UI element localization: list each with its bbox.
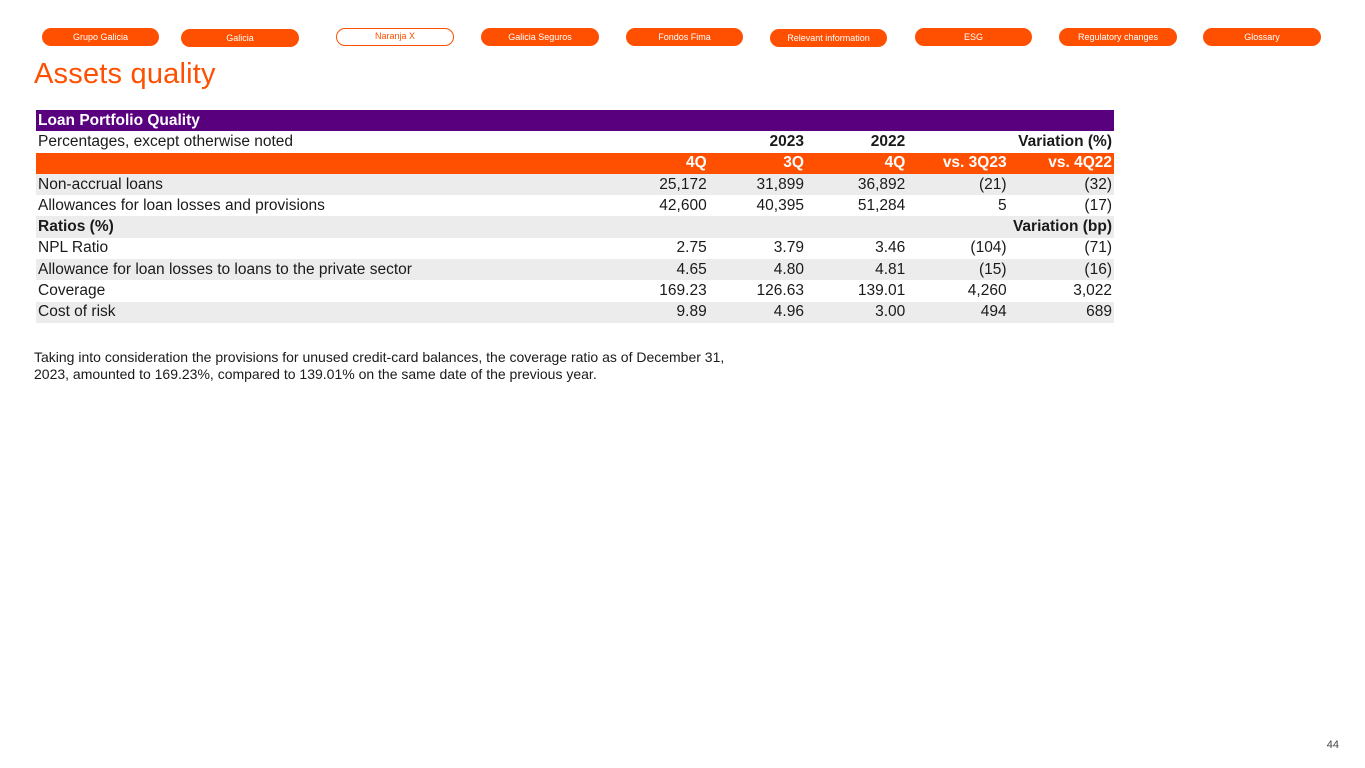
table-cell: (104) bbox=[970, 239, 1007, 257]
table-row bbox=[36, 302, 1114, 323]
variation-bp-header: Variation (bp) bbox=[907, 216, 1114, 237]
variation-percent-header: Variation (%) bbox=[1018, 132, 1112, 150]
table-cell: 5 bbox=[997, 196, 1007, 214]
column-header: 3Q bbox=[709, 153, 806, 174]
loan-portfolio-quality-table bbox=[36, 110, 1114, 323]
table-cell: 494 bbox=[907, 302, 1008, 323]
table-cell: 9.89 bbox=[603, 302, 708, 323]
column-header: vs. 3Q23 bbox=[907, 153, 1008, 174]
table-cell: 36,892 bbox=[806, 174, 907, 195]
table-cell: 25,172 bbox=[603, 174, 708, 195]
column-header: 4Q bbox=[603, 153, 708, 174]
coverage-note: Taking into consideration the provisions for unused credit-card balances, the coverage ratio as of December 31, 2023, amounted to 169.23%, compared to 139.01% on the same date of the previous year. bbox=[34, 349, 725, 382]
nav-tab-relevant-information[interactable]: Relevant information bbox=[770, 29, 887, 47]
table-cell: 4.81 bbox=[806, 259, 907, 280]
table-row bbox=[36, 238, 1114, 259]
table-cell: 126.63 bbox=[756, 282, 804, 300]
table-cell: 3,022 bbox=[1073, 282, 1112, 300]
table-subtitle: Percentages, except otherwise noted bbox=[38, 132, 294, 150]
table-cell: 4.65 bbox=[603, 259, 708, 280]
table-title: Loan Portfolio Quality bbox=[36, 110, 1114, 131]
year-2023-header: 2023 bbox=[769, 132, 804, 150]
nav-tab-esg[interactable]: ESG bbox=[915, 28, 1032, 46]
table-cell: 3.46 bbox=[875, 239, 906, 257]
year-2022-header: 2022 bbox=[870, 132, 906, 150]
nav-tab-fondos-fima[interactable]: Fondos Fima bbox=[626, 28, 743, 46]
row-label: Allowances for loan losses and provisions bbox=[38, 196, 325, 214]
table-row bbox=[36, 280, 1114, 301]
table-cell: (21) bbox=[907, 174, 1008, 195]
page-number: 44 bbox=[1326, 739, 1339, 751]
table-cell: 3.79 bbox=[773, 239, 804, 257]
page-title: Assets quality bbox=[34, 58, 216, 90]
table-row bbox=[36, 195, 1114, 216]
nav-tab-regulatory-changes[interactable]: Regulatory changes bbox=[1059, 28, 1177, 46]
table-year-header-row bbox=[36, 131, 1114, 152]
column-header: 4Q bbox=[806, 153, 907, 174]
table-cell: 40,395 bbox=[756, 196, 804, 214]
nav-tab-glossary[interactable]: Glossary bbox=[1203, 28, 1321, 46]
ratios-header-row bbox=[36, 216, 1114, 237]
row-label: Non-accrual loans bbox=[36, 174, 603, 195]
table-cell: 51,284 bbox=[857, 196, 906, 214]
table-cell: (17) bbox=[1084, 196, 1112, 214]
table-cell: 2.75 bbox=[676, 239, 707, 257]
nav-tab-galicia[interactable]: Galicia bbox=[181, 29, 299, 47]
table-cell: (71) bbox=[1084, 239, 1112, 257]
ratios-label: Ratios (%) bbox=[36, 216, 603, 237]
nav-tab-naranja-x[interactable]: Naranja X bbox=[336, 28, 454, 46]
table-cell: 169.23 bbox=[659, 282, 707, 300]
table-row bbox=[36, 259, 1114, 280]
row-label: Coverage bbox=[38, 282, 106, 300]
table-cell: 42,600 bbox=[659, 196, 707, 214]
table-cell: (32) bbox=[1009, 174, 1114, 195]
table-title-row bbox=[36, 110, 1114, 131]
table-cell: (15) bbox=[907, 259, 1008, 280]
row-label: Allowance for loan losses to loans to the private sector bbox=[36, 259, 603, 280]
table-cell: 3.00 bbox=[806, 302, 907, 323]
row-label: Cost of risk bbox=[36, 302, 603, 323]
row-label: NPL Ratio bbox=[38, 239, 109, 257]
table-cell: 4,260 bbox=[967, 282, 1007, 300]
table-cell: (16) bbox=[1009, 259, 1114, 280]
table-row bbox=[36, 174, 1114, 195]
table-cell: 689 bbox=[1009, 302, 1114, 323]
table-cell: 31,899 bbox=[709, 174, 806, 195]
column-header: vs. 4Q22 bbox=[1009, 153, 1114, 174]
top-navigation bbox=[0, 28, 1365, 48]
table-cell: 139.01 bbox=[857, 282, 906, 300]
table-column-header-row bbox=[36, 153, 1114, 174]
nav-tab-galicia-seguros[interactable]: Galicia Seguros bbox=[481, 28, 599, 46]
table-cell: 4.80 bbox=[709, 259, 806, 280]
nav-tab-grupo-galicia[interactable]: Grupo Galicia bbox=[42, 28, 159, 46]
table-cell: 4.96 bbox=[709, 302, 806, 323]
